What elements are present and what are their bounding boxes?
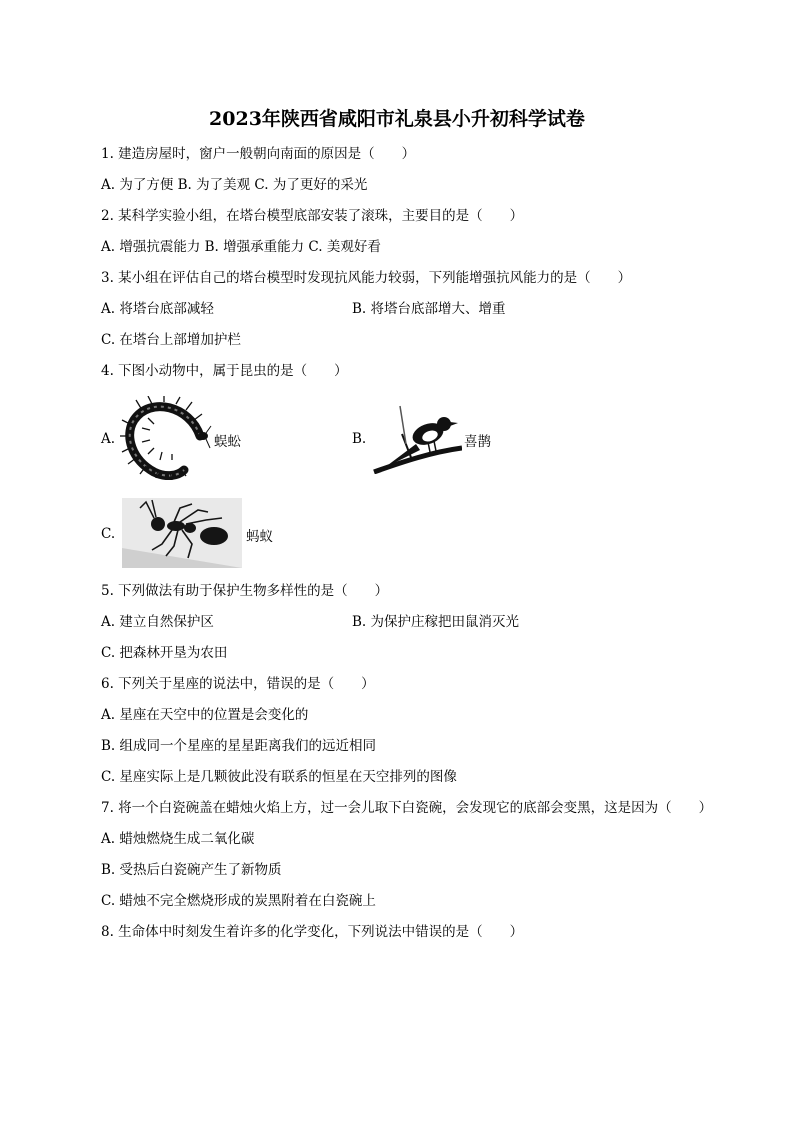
question-7-stem: 7. 将一个白瓷碗盖在蜡烛火焰上方，过一会儿取下白瓷碗，会发现它的底部会变黑，这是因为（ ） — [101, 800, 713, 816]
question-2-options: A. 增强抗震能力 B. 增强承重能力 C. 美观好看 — [101, 239, 381, 255]
question-5-stem: 5. 下列做法有助于保护生物多样性的是（ ） — [101, 583, 389, 599]
question-5-option-c: C. 把森林开垦为农田 — [101, 645, 228, 661]
ant-image — [122, 498, 242, 568]
question-5-option-b: B. 为保护庄稼把田鼠消灭光 — [352, 614, 520, 630]
question-4-option-b-label: 喜鹊 — [464, 434, 491, 450]
question-6-option-a: A. 星座在天空中的位置是会变化的 — [101, 707, 309, 723]
question-6-option-b: B. 组成同一个星座的星星距离我们的远近相同 — [101, 738, 377, 754]
question-7-option-a: A. 蜡烛燃烧生成二氧化碳 — [101, 831, 255, 847]
question-3-stem: 3. 某小组在评估自己的塔台模型时发现抗风能力较弱，下列能增强抗风能力的是（ ） — [101, 270, 632, 286]
question-6-option-c: C. 星座实际上是几颗彼此没有联系的恒星在天空排列的图像 — [101, 769, 457, 785]
page-title: 2023年陕西省咸阳市礼泉县小升初科学试卷 — [209, 108, 585, 130]
question-1-options: A. 为了方便 B. 为了美观 C. 为了更好的采光 — [101, 177, 368, 193]
question-2-stem: 2. 某科学实验小组，在塔台模型底部安装了滚珠，主要目的是（ ） — [101, 208, 524, 224]
question-4-option-c-letter: C. — [101, 526, 116, 542]
question-1-stem: 1. 建造房屋时，窗户一般朝向南面的原因是（ ） — [101, 146, 416, 162]
centipede-image — [120, 396, 212, 480]
question-7-option-b: B. 受热后白瓷碗产生了新物质 — [101, 862, 282, 878]
question-8-stem: 8. 生命体中时刻发生着许多的化学变化，下列说法中错误的是（ ） — [101, 924, 524, 940]
question-4-stem: 4. 下图小动物中，属于昆虫的是（ ） — [101, 363, 348, 379]
question-7-option-c: C. 蜡烛不完全燃烧形成的炭黑附着在白瓷碗上 — [101, 893, 376, 909]
question-4-option-a-label: 蜈蚣 — [214, 434, 241, 450]
question-6-stem: 6. 下列关于星座的说法中，错误的是（ ） — [101, 676, 375, 692]
question-5-option-a: A. 建立自然保护区 — [101, 614, 214, 630]
question-4-option-c-label: 蚂蚁 — [246, 529, 273, 545]
question-4-option-a-letter: A. — [101, 431, 116, 447]
magpie-image — [372, 404, 462, 474]
question-4-option-b-letter: B. — [352, 431, 367, 447]
question-3-option-a: A. 将塔台底部减轻 — [101, 301, 214, 317]
question-3-option-c: C. 在塔台上部增加护栏 — [101, 332, 241, 348]
question-3-option-b: B. 将塔台底部增大、增重 — [352, 301, 506, 317]
